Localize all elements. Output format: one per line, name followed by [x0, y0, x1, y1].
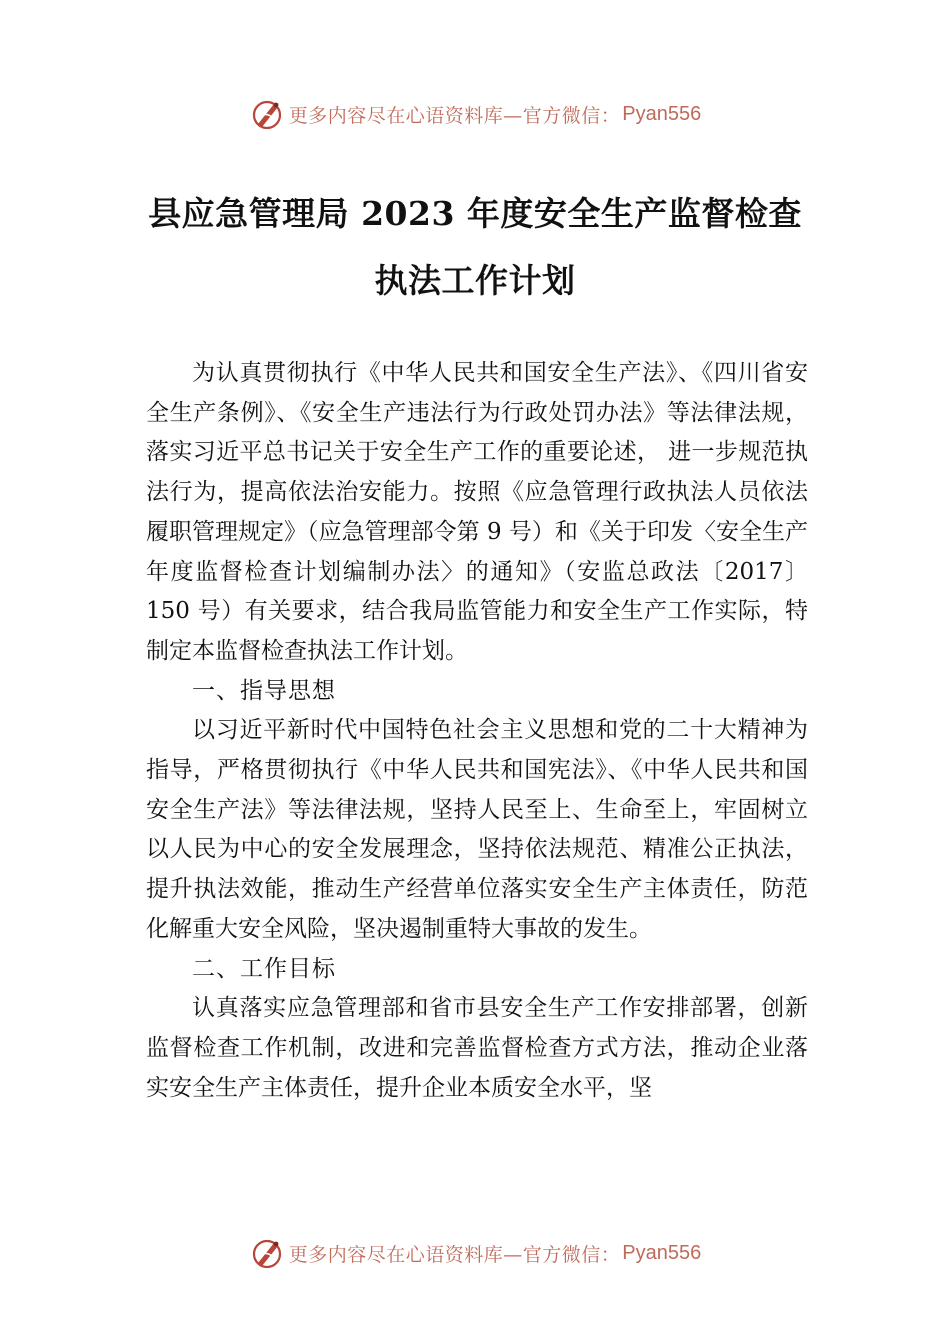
document-title-line-1: 县应急管理局 2023 年度安全生产监督检查 [148, 194, 802, 233]
watermark-header [0, 94, 950, 134]
watermark-text: 更多内容尽在心语资料库—官方微信： [288, 1243, 621, 1266]
pen-nib-seal-icon [249, 96, 285, 132]
watermark-footer [0, 1233, 950, 1273]
document-title-line-2: 执法工作计划 [374, 261, 576, 300]
watermark-wechat-id: Pyan556 [622, 1241, 702, 1264]
section-heading-work-goals: 二、工作目标 [192, 955, 336, 982]
paragraph-intro: 为认真贯彻执行《中华人民共和国安全生产法》、《四川省安全生产条例》、《安全生产违法行为行政处罚办法》等法律法规，落实习近平总书记关于安全生产工作的重要论述， 进一步规范执法行为，提高依法治安能力。按照《应急管理行政执法人员依法履职管理规定》（应急管理部令第 9 号）和《关于印发〈安全生产年度监督检查计划编制办法〉的通知》（安监总政法〔2017〕150 号）有关要求，结合我局监管能力和安全生产工作实际，特制定本监督检查执法工作计划。 [146, 360, 808, 664]
section-heading-guiding-ideology: 一、指导思想 [192, 677, 336, 704]
paragraph-work-goals: 认真落实应急管理部和省市县安全生产工作安排部署，创新监督检查工作机制，改进和完善监督检查方式方法，推动企业落实安全生产主体责任，提升企业本质安全水平，坚 [146, 995, 808, 1101]
paragraph-guiding-ideology: 以习近平新时代中国特色社会主义思想和党的二十大精神为指导，严格贯彻执行《中华人民共和国宪法》、《中华人民共和国安全生产法》等法律法规，坚持人民至上、生命至上，牢固树立以人民为中心的安全发展理念，坚持依法规范、精准公正执法，提升执法效能，推动生产经营单位落实安全生产主体责任，防范化解重大安全风险，坚决遏制重特大事故的发生。 [146, 717, 808, 942]
pen-nib-seal-icon [249, 1235, 285, 1271]
document-body [146, 354, 808, 1108]
watermark-text: 更多内容尽在心语资料库—官方微信： [288, 104, 621, 127]
watermark-wechat-id: Pyan556 [622, 102, 702, 125]
